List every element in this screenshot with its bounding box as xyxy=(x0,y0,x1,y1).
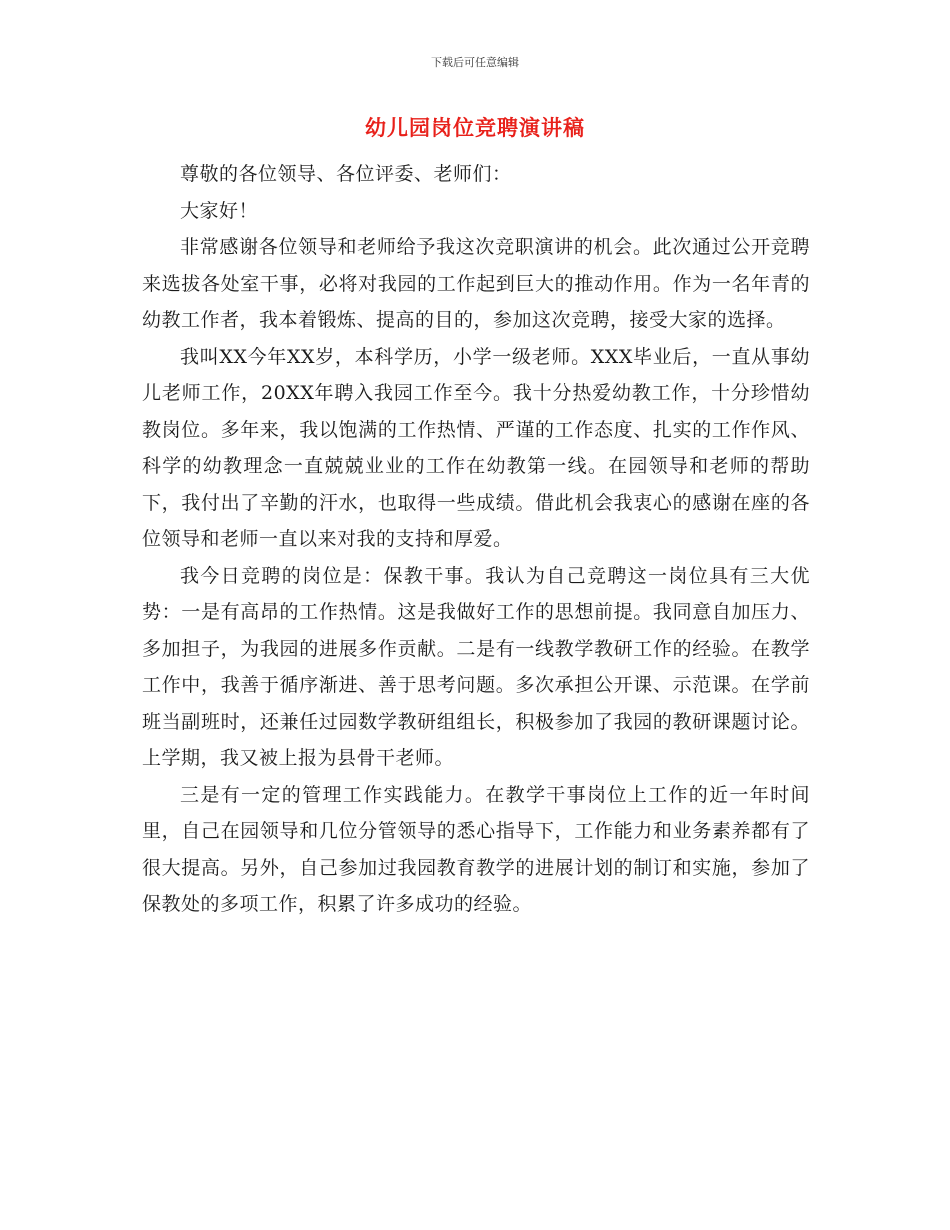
paragraph-greeting: 大家好！ xyxy=(180,199,259,222)
document-title: 幼儿园岗位竞聘演讲稿 xyxy=(365,116,585,140)
paragraph-management: 三是有一定的管理工作实践能力。在教学干事岗位上工作的近一年时间里，自己在园领导和几位分管领导的悉心指导下，工作能力和业务素养都有了很大提高。另外，自己参加过我园教育教学的进展计划的制订和实施，参加了保教处的多项工作，积累了许多成功的经验。 xyxy=(142,783,810,915)
header-note: 下载后可任意编辑 xyxy=(431,56,519,69)
paragraph-salutation: 尊敬的各位领导、各位评委、老师们： xyxy=(180,163,512,185)
paragraph-self-intro: 我叫XX今年XX岁，本科学历，小学一级老师。XXX毕业后，一直从事幼儿老师工作，20XX年聘入我园工作至今。我十分热爱幼教工作，十分珍惜幼教岗位。多年来，我以饱满的工作热情、严谨的工作态度、扎实的工作作风、科学的幼教理念一直兢兢业业的工作在幼教第一线。在园领导和老师的帮助下，我付出了辛勤的汗水，也取得一些成绩。借此机会我衷心的感谢在座的各位领导和老师一直以来对我的支持和厚爱。 xyxy=(142,345,810,550)
paragraph-thanks: 非常感谢各位领导和老师给予我这次竞职演讲的机会。此次通过公开竞聘来选拔各处室干事，必将对我园的工作起到巨大的推动作用。作为一名年青的幼教工作者，我本着锻炼、提高的目的，参加这次竞聘，接受大家的选择。 xyxy=(142,236,810,331)
document-body xyxy=(142,156,810,923)
paragraph-position: 我今日竞聘的岗位是：保教干事。我认为自己竞聘这一岗位具有三大优势：一是有高昂的工作热情。这是我做好工作的思想前提。我同意自加压力、多加担子，为我园的进展多作贡献。二是有一线教学教研工作的经验。在教学工作中，我善于循序渐进、善于思考问题。多次承担公开课、示范课。在学前班当副班时，还兼任过园数学教研组组长，积极参加了我园的教研课题讨论。上学期，我又被上报为县骨干老师。 xyxy=(142,564,810,769)
